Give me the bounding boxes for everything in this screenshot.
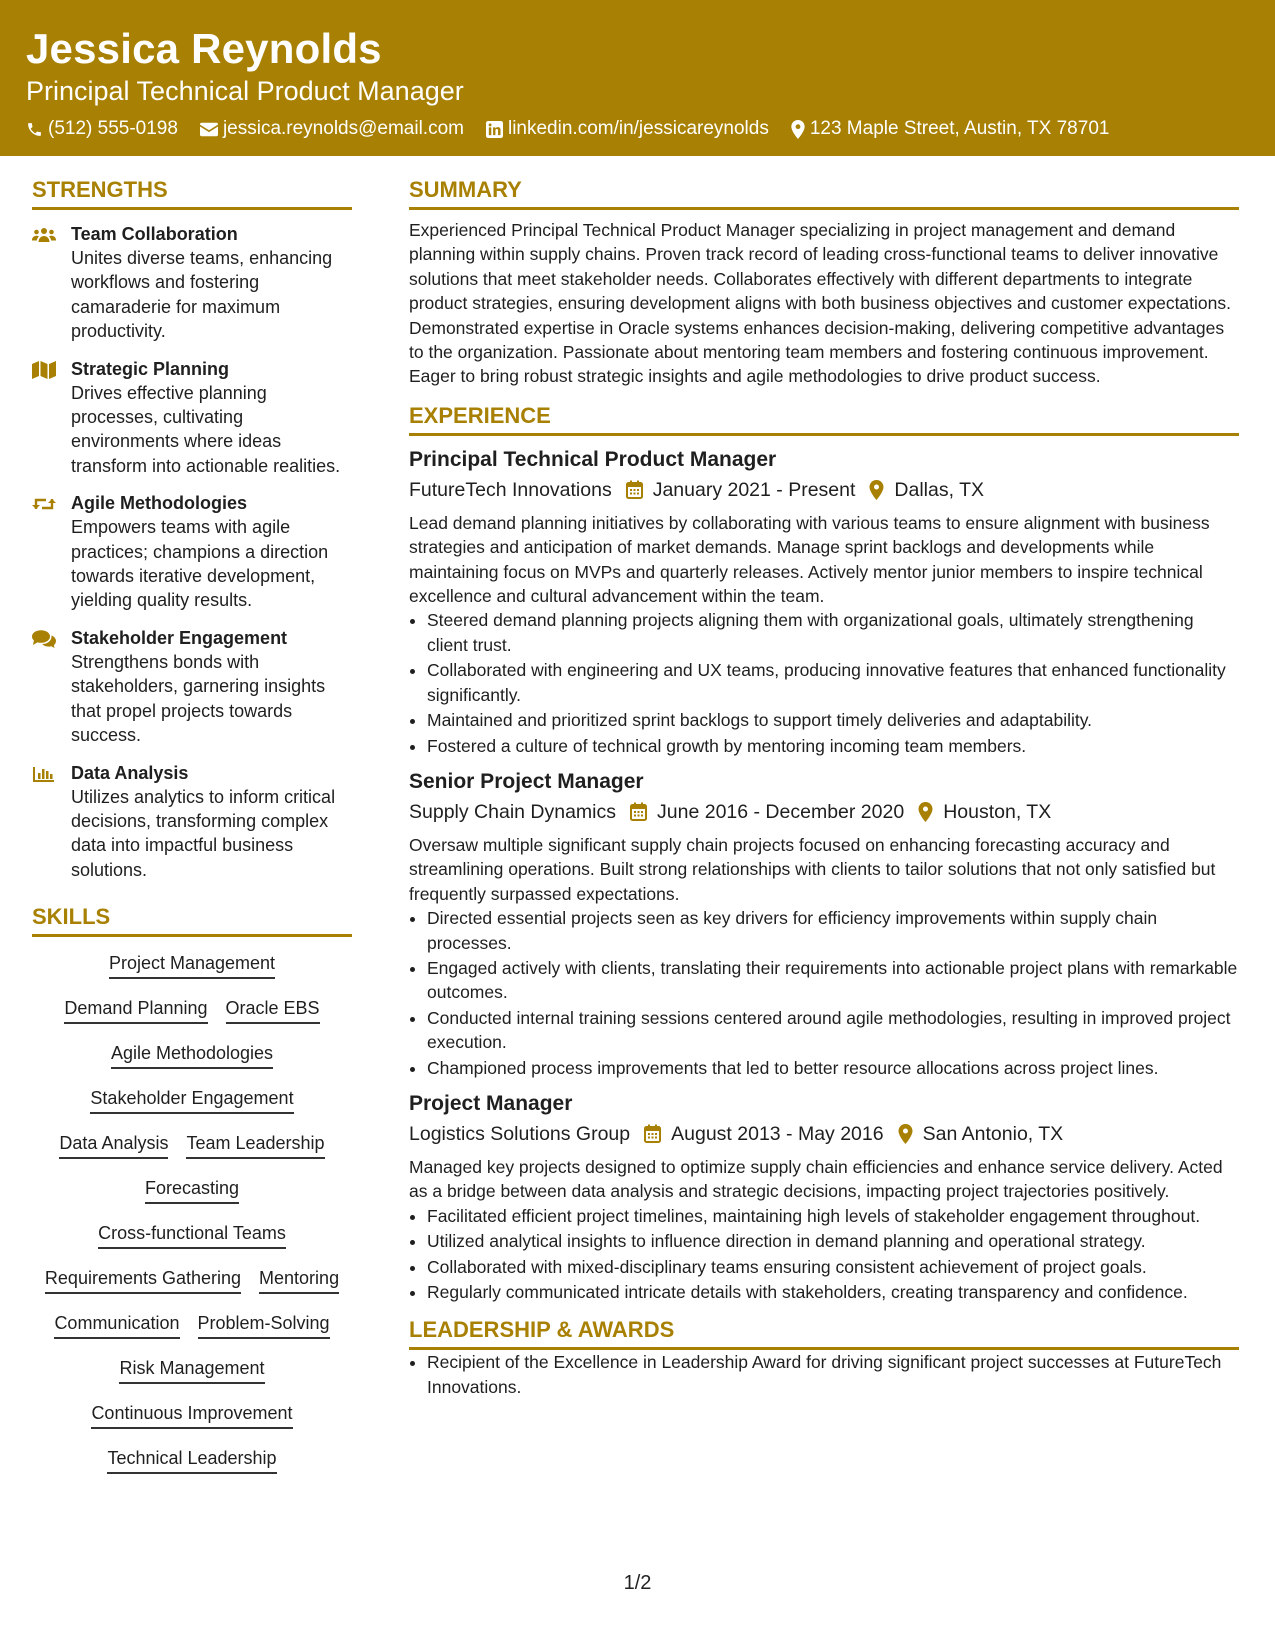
job-bullet: • Fostered a culture of technical growth by mentoring incoming team members. [427, 734, 1239, 758]
job-bullet: • Maintained and prioritized sprint backlogs to support timely deliveries and adaptability. [427, 708, 1239, 732]
skill-tag: Agile Methodologies [111, 1041, 273, 1069]
strengths-list [32, 222, 352, 882]
awards-list [409, 1350, 1239, 1399]
strength-item [32, 761, 352, 883]
strength-desc: Strengthens bonds with stakeholders, garnering insights that propel projects towards success. [71, 651, 326, 746]
awards-section [409, 1315, 1239, 1399]
job-bullet: • Utilized analytical insights to influence direction in demand planning and operational strategy. [427, 1229, 1239, 1253]
strength-desc: Utilizes analytics to inform critical decisions, transforming complex data into impactful business solutions. [71, 786, 336, 880]
bar-chart-icon [32, 765, 56, 783]
job-company: FutureTech Innovations [409, 478, 612, 501]
contact-phone[interactable] [26, 118, 178, 140]
strength-title: Strategic Planning [71, 358, 230, 379]
job-bullets [409, 906, 1239, 1080]
skills-row [32, 1311, 352, 1356]
skills-row [32, 1041, 352, 1086]
map-pin-icon [791, 120, 805, 139]
job-bullets [409, 1204, 1239, 1305]
skills-list [32, 951, 352, 1491]
job-location: Dallas, TX [894, 478, 984, 501]
candidate-role: Principal Technical Product Manager [26, 76, 464, 106]
users-icon [32, 226, 56, 244]
job-bullet: • Collaborated with mixed-disciplinary teams ensuring consistent achievement of project goals. [427, 1255, 1239, 1279]
job-bullet: • Steered demand planning projects aligning them with organizational goals, ultimately strengthening client trust. [427, 608, 1239, 657]
skills-heading: SKILLS [32, 902, 352, 937]
skills-row [32, 996, 352, 1041]
contact-bar [26, 116, 1131, 142]
strength-desc: Drives effective planning processes, cultivating environments where ideas transform into actionable realities. [71, 382, 341, 476]
email-text: jessica.reynolds@email.com [222, 118, 464, 139]
skill-tag: Forecasting [145, 1176, 239, 1204]
strength-item [32, 357, 352, 479]
strength-title: Agile Methodologies [71, 493, 248, 514]
job-title: Principal Technical Product Manager [409, 447, 777, 471]
job-company: Supply Chain Dynamics [409, 800, 617, 823]
job-bullets [409, 608, 1239, 757]
calendar-icon [626, 480, 643, 499]
strength-title: Data Analysis [71, 762, 189, 783]
map-pin-icon [869, 480, 884, 500]
skills-row [32, 1086, 352, 1131]
job-entry [409, 767, 1239, 1080]
map-icon [32, 361, 56, 379]
skill-tag: Team Leadership [186, 1131, 324, 1159]
job-bullet: • Conducted internal training sessions centered around agile methodologies, resulting in improved project execution. [427, 1006, 1239, 1055]
job-dates: January 2021 - Present [652, 478, 856, 501]
strength-item [32, 222, 352, 344]
skill-tag: Cross-functional Teams [98, 1221, 286, 1249]
skills-row [32, 1401, 352, 1446]
contact-linkedin[interactable] [486, 118, 769, 140]
job-bullet: • Engaged actively with clients, translating their requirements into actionable project plans with remarkable outcomes. [427, 956, 1239, 1005]
skill-tag: Continuous Improvement [91, 1401, 292, 1429]
contact-address [791, 118, 1110, 140]
strength-title: Team Collaboration [71, 224, 238, 244]
skill-tag: Technical Leadership [107, 1446, 276, 1474]
job-company: Logistics Solutions Group [409, 1122, 631, 1145]
skills-row [32, 951, 352, 996]
candidate-name: Jessica Reynolds [26, 25, 382, 72]
skill-tag: Problem-Solving [198, 1311, 330, 1339]
skills-row [32, 1356, 352, 1401]
awards-heading: LEADERSHIP & AWARDS [409, 1315, 1239, 1350]
job-title: Senior Project Manager [409, 769, 644, 793]
skill-tag: Mentoring [259, 1266, 339, 1294]
job-bullet: • Directed essential projects seen as key drivers for efficiency improvements within supply chain processes. [427, 906, 1239, 955]
summary-heading: SUMMARY [409, 175, 1239, 210]
job-bullet: • Regularly communicated intricate details with stakeholders, creating transparency and confidence. [427, 1280, 1239, 1304]
skills-row [32, 1446, 352, 1491]
skill-tag: Risk Management [119, 1356, 264, 1384]
address-text: 123 Maple Street, Austin, TX 78701 [809, 118, 1110, 139]
skill-tag: Requirements Gathering [45, 1266, 241, 1294]
skill-tag: Communication [54, 1311, 179, 1339]
skill-tag: Oracle EBS [226, 996, 320, 1024]
strength-desc: Unites diverse teams, enhancing workflows and fostering camaraderie for maximum productivity. [71, 248, 333, 342]
right-column [409, 175, 1239, 1400]
skills-row [32, 1176, 352, 1221]
job-meta [409, 1119, 1239, 1149]
award-item: • Recipient of the Excellence in Leadership Award for driving significant project successes at FutureTech Innovations. [427, 1350, 1239, 1399]
strength-desc: Empowers teams with agile practices; champions a direction towards iterative development, yielding quality results. [71, 517, 329, 611]
map-pin-icon [918, 802, 933, 822]
skills-row [32, 1131, 352, 1176]
job-description: Oversaw multiple significant supply chain projects focused on enhancing forecasting accuracy and streamlining operations. Built strong relationships with clients to tailor solutions that not only satisfied but frequently surpassed expectations. [409, 834, 1216, 904]
linkedin-icon [486, 121, 503, 138]
calendar-icon [630, 802, 647, 821]
skills-row [32, 1266, 352, 1311]
linkedin-text: linkedin.com/in/jessicareynolds [507, 118, 769, 139]
experience-heading: EXPERIENCE [409, 401, 1239, 436]
job-description: Managed key projects designed to optimize supply chain efficiencies and enhance service delivery. Acted as a bridge between data analysis and strategic decisions, impacting project trajectories positively. [409, 1156, 1223, 1202]
job-entry [409, 1089, 1239, 1304]
job-bullet: • Collaborated with engineering and UX teams, producing innovative features that enhanced functionality significantly. [427, 658, 1239, 707]
job-entry [409, 445, 1239, 758]
calendar-icon [644, 1124, 661, 1143]
strength-title: Stakeholder Engagement [71, 627, 288, 648]
job-meta [409, 797, 1239, 827]
skills-section [32, 902, 352, 1491]
strength-item [32, 491, 352, 613]
summary-text: Experienced Principal Technical Product Manager specializing in project management and demand planning within supply chains. Proven track record of leading cross-functional teams to deliver innovative solutions that meet stakeholder needs. Collaborates effectively with different departments to integrate product strategies, ensuring development aligns with both business objectives and customer expectations. Demonstrated expertise in Oracle systems enhances decision-making, delivering competitive advantages to the organization. Passionate about mentoring team members and fostering continuous improvement. Eager to bring robust strategic insights and agile methodologies to drive product success. [409, 220, 1231, 387]
comments-icon [32, 630, 56, 648]
strengths-heading: STRENGTHS [32, 175, 352, 210]
skill-tag: Demand Planning [64, 996, 207, 1024]
envelope-icon [200, 122, 218, 137]
job-location: San Antonio, TX [922, 1122, 1064, 1145]
strength-item [32, 626, 352, 748]
job-bullet: • Facilitated efficient project timelines, maintaining high levels of stakeholder engagement throughout. [427, 1204, 1239, 1228]
map-pin-icon [898, 1124, 913, 1144]
job-bullet: • Championed process improvements that led to better resource allocations across project lines. [427, 1056, 1239, 1080]
job-description: Lead demand planning initiatives by collaborating with various teams to ensure alignment with business strategies and anticipation of market demands. Manage sprint backlogs and developments while maintaining focus on MVPs and quarterly releases. Actively mentor junior members to inspire technical excellence and cultural advancement within the team. [409, 512, 1210, 607]
skills-row [32, 1221, 352, 1266]
skill-tag: Stakeholder Engagement [90, 1086, 293, 1114]
page-number: 1/2 [623, 1572, 652, 1594]
job-dates: August 2013 - May 2016 [671, 1122, 884, 1145]
skill-tag: Data Analysis [59, 1131, 168, 1159]
job-meta [409, 475, 1239, 505]
contact-email[interactable] [200, 118, 464, 140]
resume-header [0, 0, 1275, 156]
left-column [32, 175, 352, 1491]
phone-icon [26, 121, 43, 138]
phone-text: (512) 555-0198 [48, 118, 178, 139]
skill-tag: Project Management [109, 951, 275, 979]
job-location: Houston, TX [943, 800, 1052, 823]
retweet-icon [32, 495, 56, 513]
job-title: Project Manager [409, 1091, 573, 1115]
job-dates: June 2016 - December 2020 [657, 800, 905, 823]
